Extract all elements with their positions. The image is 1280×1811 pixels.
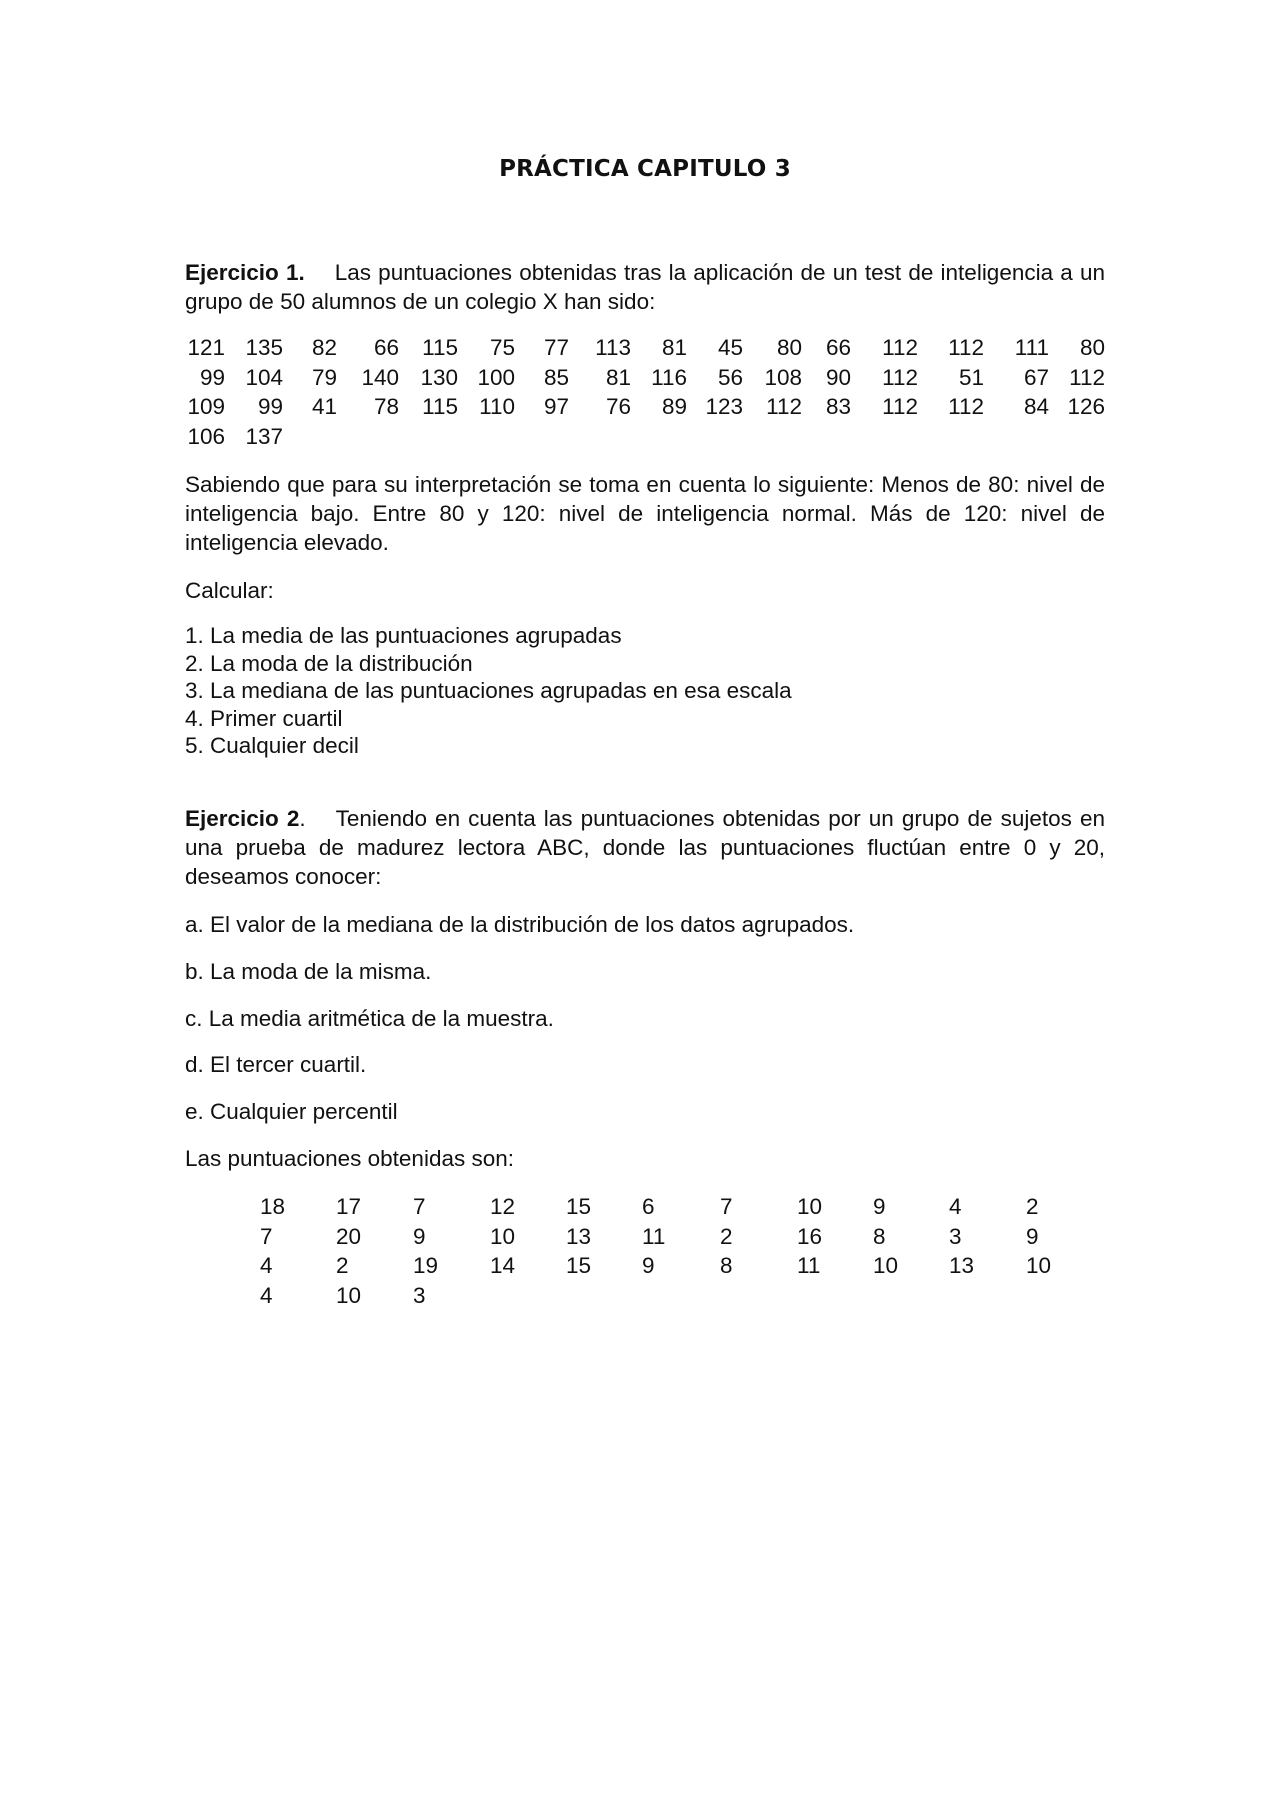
score-value: 111: [1014, 335, 1049, 360]
score-value: 113: [595, 335, 631, 360]
score-value: 4: [949, 1194, 962, 1219]
score-row: [185, 333, 1105, 363]
score-value: 10: [336, 1282, 362, 1308]
calcular-label: Calcular:: [185, 578, 274, 603]
score-value: 11: [642, 1223, 666, 1249]
score-row: [185, 363, 1105, 393]
score-value: 8: [720, 1253, 733, 1278]
score-value: 10: [797, 1194, 823, 1219]
calcular-label-block: [185, 576, 1105, 605]
exercise-2-intro-text: Teniendo en cuenta las puntuaciones obtenidas por un grupo de sujetos en una prueba de madurez lectora ABC, donde las puntuaciones fluctúan entre 0 y 20, deseamos conocer:: [185, 806, 1105, 889]
score-value: 135: [245, 335, 283, 360]
score-value: 8: [873, 1223, 886, 1249]
exercise-1-scores: [185, 333, 1105, 451]
score-value: 66: [825, 335, 851, 360]
score-row: [185, 1192, 1105, 1222]
list-item: 4. Primer cuartil: [185, 705, 343, 731]
score-value: 112: [1069, 364, 1105, 390]
interpretation-text: Sabiendo que para su interpretación se toma en cuenta lo siguiente: Menos de 80: nivel de inteligencia bajo. Entre 80 y 120: nivel de inteligencia normal. Más de 120: nivel de inteligencia elevado.: [185, 472, 1105, 555]
score-value: 116: [651, 364, 687, 390]
score-value: 75: [489, 335, 515, 360]
score-value: 126: [1067, 394, 1105, 419]
score-value: 13: [566, 1223, 592, 1249]
score-value: 82: [311, 335, 337, 360]
exercise-2-item-d: [185, 1050, 1105, 1079]
score-value: 137: [245, 423, 283, 449]
score-value: 10: [1026, 1253, 1052, 1278]
score-value: 2: [720, 1223, 733, 1249]
score-value: 7: [413, 1194, 426, 1219]
score-value: 109: [187, 394, 225, 419]
score-row: [185, 1281, 1105, 1311]
score-value: 12: [490, 1194, 516, 1219]
exercise-2-item-b: [185, 957, 1105, 986]
score-value: 81: [661, 335, 687, 360]
score-value: 85: [543, 364, 569, 390]
list-item: a. El valor de la mediana de la distribución de los datos agrupados.: [185, 912, 855, 937]
exercise-2-item-a: [185, 910, 1105, 939]
list-item: b. La moda de la misma.: [185, 959, 432, 984]
score-value: 80: [776, 335, 802, 360]
score-value: 10: [490, 1223, 516, 1249]
exercise-2-item-c: [185, 1004, 1105, 1033]
score-value: 10: [873, 1253, 899, 1278]
score-value: 9: [873, 1194, 886, 1219]
score-value: 112: [766, 394, 802, 419]
score-value: 110: [479, 394, 515, 419]
score-value: 112: [882, 364, 918, 390]
score-value: 108: [764, 364, 802, 390]
exercise-2-intro: Ejercicio 2. Teniendo en cuenta las puntuaciones obtenidas por un grupo de sujetos en una prueba de madurez lectora ABC, donde las puntuaciones fluctúan entre 0 y 20, deseamos conocer:: [185, 806, 1105, 889]
score-value: 4: [260, 1282, 273, 1308]
score-value: 104: [245, 364, 283, 390]
page-title: PRÁCTICA CAPITULO 3: [499, 156, 791, 182]
score-value: 79: [311, 364, 337, 390]
score-value: 15: [566, 1253, 592, 1278]
score-row: [185, 1251, 1105, 1281]
exercise-1-label: Ejercicio 1.: [185, 260, 305, 285]
score-value: 51: [958, 364, 984, 390]
list-item: 2. La moda de la distribución: [185, 650, 473, 676]
list-item: e. Cualquier percentil: [185, 1099, 398, 1124]
score-value: 99: [257, 394, 283, 419]
score-value: 83: [825, 394, 851, 419]
score-row: [185, 422, 1105, 452]
list-item: d. El tercer cuartil.: [185, 1052, 367, 1077]
score-value: 19: [413, 1253, 439, 1278]
score-value: 89: [661, 394, 687, 419]
list-item: 1. La media de las puntuaciones agrupadas: [185, 623, 622, 648]
score-value: 81: [605, 364, 631, 390]
score-value: 112: [948, 335, 984, 360]
score-value: 2: [336, 1253, 349, 1278]
score-value: 17: [336, 1194, 362, 1219]
score-value: 13: [949, 1253, 975, 1278]
exercise-2-scores: [185, 1192, 1105, 1310]
score-value: 45: [717, 335, 743, 360]
list-item: c. La media aritmética de la muestra.: [185, 1006, 554, 1031]
score-value: 67: [1023, 364, 1049, 390]
score-value: 121: [187, 335, 225, 360]
score-value: 100: [477, 364, 515, 390]
score-value: 97: [543, 394, 569, 419]
score-value: 84: [1023, 394, 1049, 419]
score-value: 112: [882, 335, 918, 360]
score-value: 112: [882, 394, 918, 419]
score-value: 106: [187, 423, 225, 449]
score-value: 115: [422, 335, 458, 360]
score-value: 76: [605, 394, 631, 419]
score-value: 3: [949, 1223, 962, 1249]
score-value: 20: [336, 1223, 362, 1249]
score-value: 115: [422, 394, 458, 419]
score-value: 140: [361, 364, 399, 390]
score-value: 3: [413, 1282, 426, 1308]
score-value: 66: [373, 335, 399, 360]
score-value: 9: [413, 1223, 426, 1249]
score-value: 90: [825, 364, 851, 390]
score-value: 80: [1079, 335, 1105, 360]
score-value: 15: [566, 1194, 592, 1219]
score-row: [185, 392, 1105, 422]
exercise-2-item-e: [185, 1097, 1105, 1126]
score-value: 7: [260, 1223, 273, 1249]
score-value: 18: [260, 1194, 286, 1219]
score-row: [185, 1222, 1105, 1252]
list-item: 5. Cualquier decil: [185, 733, 359, 758]
score-value: 16: [797, 1223, 823, 1249]
score-value: 9: [642, 1253, 655, 1278]
score-value: 130: [420, 364, 458, 390]
score-value: 7: [720, 1194, 733, 1219]
score-value: 78: [373, 394, 399, 419]
score-value: 77: [543, 335, 569, 360]
score-value: 56: [717, 364, 743, 390]
exercise-1-intro-text: Las puntuaciones obtenidas tras la aplicación de un test de inteligencia a un grupo de 50 alumnos de un colegio X han sido:: [185, 260, 1105, 314]
scores-label: Las puntuaciones obtenidas son:: [185, 1146, 514, 1171]
score-value: 41: [311, 394, 337, 419]
exercise-2-label: Ejercicio 2: [185, 806, 300, 831]
exercise-1-intro: [185, 258, 1105, 316]
exercise-1-interpretation: [185, 470, 1105, 557]
score-value: 6: [642, 1194, 655, 1219]
score-value: 4: [260, 1253, 273, 1278]
score-value: 14: [490, 1253, 516, 1278]
list-item: 3. La mediana de las puntuaciones agrupadas en esa escala: [185, 678, 792, 703]
exercise-2-scores-label-block: [185, 1144, 1105, 1173]
score-value: 112: [948, 394, 984, 419]
score-value: 9: [1026, 1223, 1039, 1249]
score-value: 99: [199, 364, 225, 390]
exercise-1-list: [185, 622, 1105, 760]
score-value: 123: [705, 394, 743, 419]
score-value: 2: [1026, 1194, 1039, 1219]
score-value: 11: [797, 1253, 821, 1278]
